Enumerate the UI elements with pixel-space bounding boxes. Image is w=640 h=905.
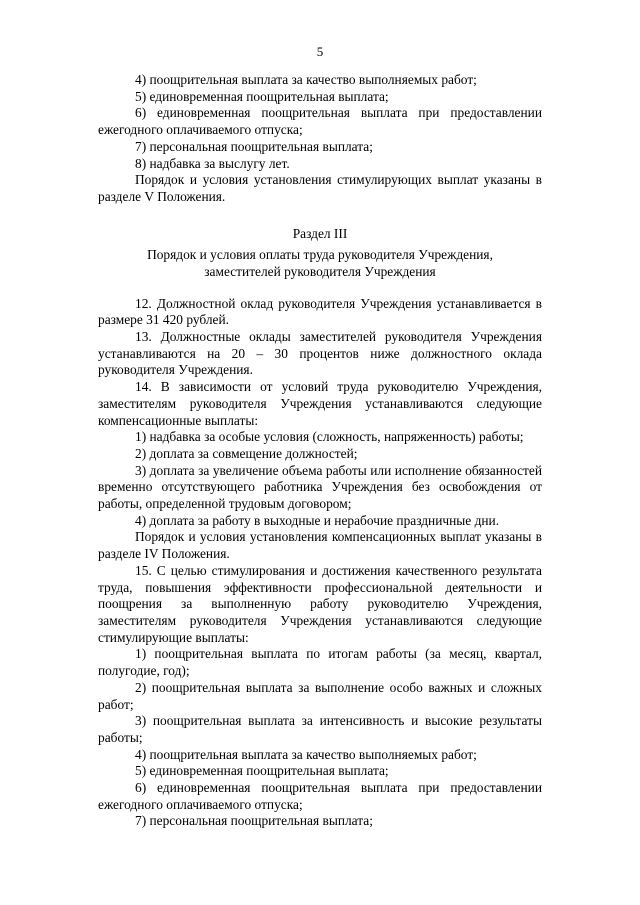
list-item: 3) доплата за увеличение объема работы или исполнение обязанностей временно отсутствующего работника Учреждения без освобождения от работы, определенной трудовым договором; [98, 462, 542, 512]
page-number: 5 [316, 44, 324, 59]
paragraph: 13. Должностные оклады заместителей руководителя Учреждения устанавливаются на 20 – 30 процентов ниже должностного оклада руководителя Учреждения. [98, 329, 542, 378]
list-item: 6) единовременная поощрительная выплата при предоставлении ежегодного оплачиваемого отпуска; [98, 780, 542, 812]
list-item: 4) доплата за работу в выходные и нерабочие праздничные дни. [135, 512, 500, 528]
list-item: 1) надбавка за особые условия (сложность, напряженность) работы; [135, 429, 524, 445]
list-item: 1) поощрительная выплата по итогам работы (за месяц, квартал, полугодие, год); [98, 646, 542, 679]
paragraph: 15. С целью стимулирования и достижения качественного результата труда, повышения эффективности профессиональной деятельности и поощрения за выполненную работу руководителю Учреждения, заместителям руководителя Учреждения устанавливаются следующие стимулирующие выплаты: [98, 562, 542, 645]
list-item: 5) единовременная поощрительная выплата; [135, 763, 389, 779]
list-item: 3) поощрительная выплата за интенсивность и высокие результаты работы; [98, 713, 542, 745]
section-title: Раздел III [292, 225, 348, 241]
paragraph: 14. В зависимости от условий труда руководителю Учреждения, заместителям руководителя Учреждения устанавливаются следующие компенсационные выплаты: [98, 379, 542, 428]
section-subtitle-line1: Порядок и условия оплаты труда руководителя Учреждения, [147, 246, 493, 262]
paragraph: Порядок и условия установления стимулирующих выплат указаны в разделе V Положения. [98, 172, 542, 204]
document-body [98, 72, 542, 830]
list-item: 2) поощрительная выплата за выполнение особо важных и сложных работ; [98, 679, 542, 712]
paragraph: Порядок и условия установления компенсационных выплат указаны в разделе IV Положения. [98, 529, 542, 562]
list-item: 7) персональная поощрительная выплата; [135, 138, 373, 154]
list-item: 7) персональная поощрительная выплата; [135, 813, 373, 829]
list-item: 4) поощрительная выплата за качество выполняемых работ; [135, 746, 477, 762]
list-item: 2) доплата за совмещение должностей; [135, 445, 358, 461]
list-item: 5) единовременная поощрительная выплата; [135, 88, 389, 104]
list-item: 6) единовременная поощрительная выплата при предоставлении ежегодного оплачиваемого отпуска; [98, 105, 542, 138]
list-item: 8) надбавка за выслугу лет. [135, 155, 290, 171]
paragraph: 12. Должностной оклад руководителя Учреждения устанавливается в размере 31 420 рублей. [98, 295, 542, 328]
section-subtitle-line2: заместителей руководителя Учреждения [204, 263, 436, 279]
list-item: 4) поощрительная выплата за качество выполняемых работ; [135, 72, 477, 87]
